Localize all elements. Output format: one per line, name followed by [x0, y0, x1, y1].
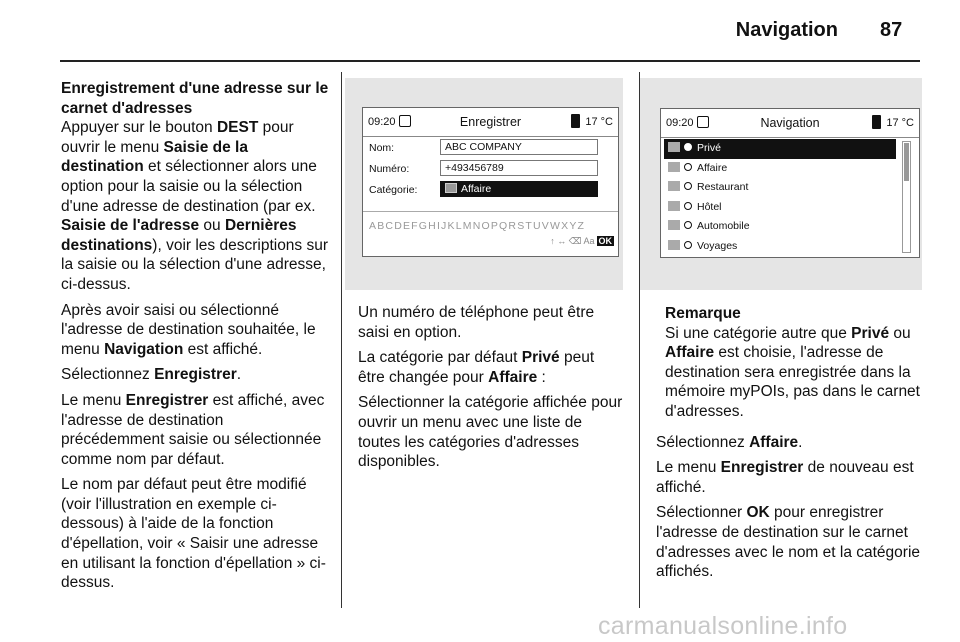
category-icon: [445, 183, 457, 193]
category-field[interactable]: [440, 181, 598, 197]
category-value: Affaire: [461, 183, 492, 195]
category-icon: [668, 201, 680, 211]
category-icon: [668, 142, 680, 152]
screen-title: Enregistrer: [459, 115, 522, 129]
right-column: [656, 304, 922, 588]
note-text: Si une catégorie autre que Privé ou Affaire est choisie, l'adresse de destination sera enregistrée dans la mémoire myPOIs, pas dans le carnet d'adresses.: [665, 324, 920, 420]
phone-icon: [571, 114, 580, 128]
number-label: Numéro:: [369, 163, 410, 175]
radio-icon: [684, 221, 692, 229]
note-title: Remarque: [665, 305, 741, 322]
paragraph: Le menu Enregistrer est affiché, avec l'adresse de destination précédemment saisie ou sélectionnée comme nom par défaut.: [61, 391, 325, 468]
left-column: [61, 79, 329, 599]
temperature: 17 °C: [585, 116, 613, 128]
page-title: Navigation: [735, 19, 838, 41]
watermark: carmanualsonline.info: [598, 612, 848, 640]
category-icon: [668, 240, 680, 250]
number-field[interactable]: +493456789: [440, 160, 598, 176]
screen-title: Navigation: [760, 116, 820, 130]
radio-icon: [684, 202, 692, 210]
category-list: [664, 139, 896, 256]
middle-column: [358, 303, 623, 478]
category-label: Catégorie:: [369, 184, 418, 196]
paragraph: La catégorie par défaut Privé peut être changée pour Affaire :: [358, 349, 595, 386]
status-bar: [661, 109, 919, 137]
category-icon: [668, 181, 680, 191]
keyboard-controls: [550, 236, 614, 247]
paragraph: Le nom par défaut peut être modifié (voir l'illustration en exemple ci-dessous) à l'aide de la fonction d'épellation, voir « Saisir une adresse en utilisant la fonction d'épellation » ci-dessus.: [61, 476, 326, 592]
radio-icon: [684, 163, 692, 171]
list-item[interactable]: Privé: [664, 139, 896, 159]
status-separator: [661, 137, 919, 138]
paragraph: Sélectionnez Affaire.: [656, 433, 803, 451]
paragraph: Sélectionner OK pour enregistrer l'adresse de destination sur le carnet d'adresses avec le nom et la catégorie affichés.: [656, 504, 921, 581]
list-item[interactable]: Hôtel: [664, 198, 896, 218]
scrollbar[interactable]: [902, 141, 911, 253]
paragraph: Sélectionner la catégorie affichée pour ouvrir un menu avec une liste de toutes les catégories d'adresses disponibles.: [358, 394, 623, 471]
list-item[interactable]: Restaurant: [664, 178, 896, 198]
radio-icon: [684, 182, 692, 190]
header-rule: [60, 60, 920, 62]
alphabet-row[interactable]: ABCDEFGHIJKLMNOPQRSTUVWXYZ: [369, 220, 586, 232]
clock: 09:20: [368, 116, 396, 128]
category-icon: [668, 220, 680, 230]
clock: 09:20: [666, 117, 694, 129]
keyboard-keys[interactable]: ↑ ↔ ⌫ Aa: [550, 236, 595, 246]
page-number: 87: [880, 19, 903, 41]
radio-icon: [684, 241, 692, 249]
paragraph: Appuyer sur le bouton DEST pour ouvrir le menu Saisie de la destination et sélectionner alors une option pour la saisie ou la sélection d'une adresse de destination (par ex. Saisie de l'adresse ou Dernières destinations), voir les descriptions sur la saisie ou la sélection d'une adresse, ci-dessus.: [61, 119, 329, 293]
list-item[interactable]: Affaire: [664, 159, 896, 179]
keyboard-separator: [363, 211, 618, 212]
note-block: [656, 304, 922, 422]
screen-navigation: [660, 108, 920, 258]
name-label: Nom:: [369, 142, 395, 154]
status-bar: [363, 108, 618, 136]
category-icon: [668, 162, 680, 172]
temperature: 17 °C: [886, 117, 914, 129]
paragraph: Sélectionnez Enregistrer.: [61, 366, 242, 384]
status-separator: [363, 136, 618, 137]
paragraph: Un numéro de téléphone peut être saisi en option.: [358, 304, 595, 341]
scroll-thumb[interactable]: [904, 143, 909, 181]
ok-button[interactable]: OK: [598, 236, 612, 246]
column-divider-1: [341, 72, 342, 608]
phone-icon: [872, 115, 881, 129]
list-item[interactable]: Voyages: [664, 237, 896, 257]
screen-enregistrer: [362, 107, 619, 257]
radio-selected-icon: [684, 143, 692, 151]
name-field[interactable]: ABC COMPANY: [440, 139, 598, 155]
list-item[interactable]: Automobile: [664, 217, 896, 237]
section-heading: Enregistrement d'une adresse sur le carnet d'adresses: [61, 80, 329, 117]
paragraph: Après avoir saisi ou sélectionné l'adresse de destination souhaitée, le menu Navigation est affiché.: [61, 301, 316, 358]
paragraph: Le menu Enregistrer de nouveau est affiché.: [656, 459, 914, 496]
